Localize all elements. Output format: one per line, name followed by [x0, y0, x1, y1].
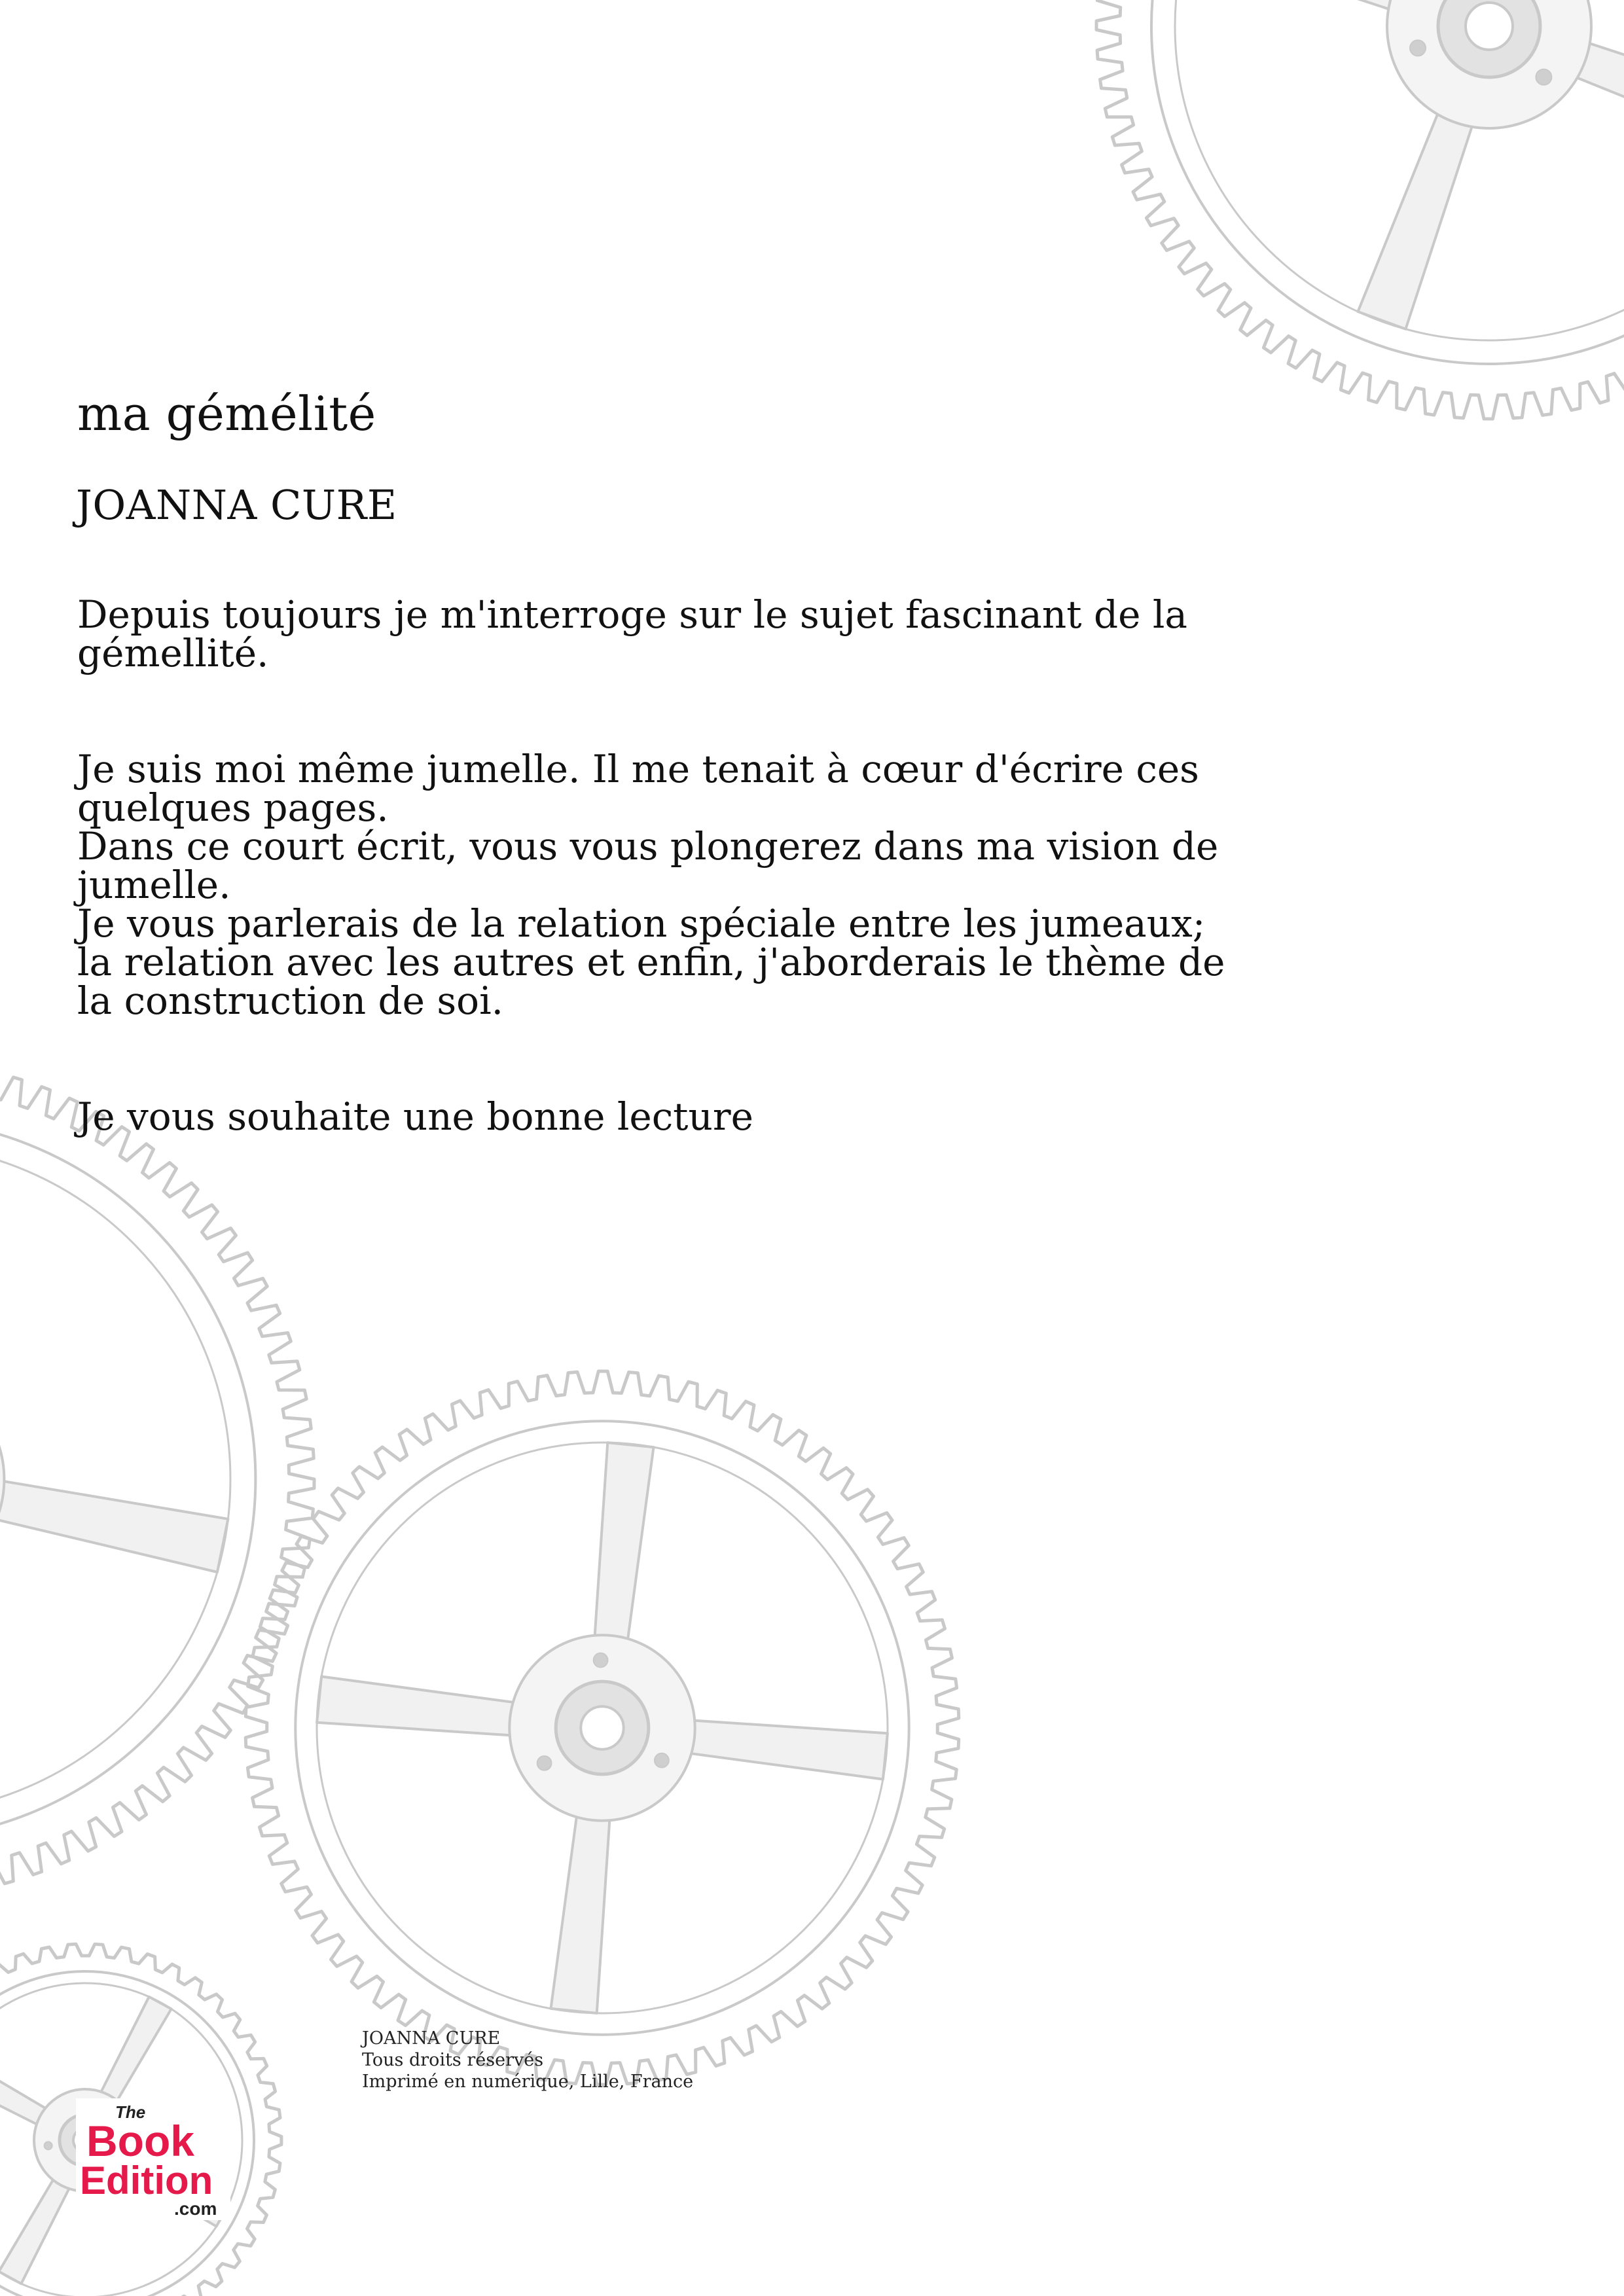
- synopsis-paragraph: Dans ce court écrit, vous vous plongerez dans ma vision de jumelle.: [77, 824, 1219, 907]
- imprint-printed: Imprimé en numérique, Lille, France: [362, 2072, 694, 2092]
- publisher-logo: [76, 2098, 230, 2220]
- imprint-rights: Tous droits réservés: [362, 2050, 544, 2070]
- gear-icon: [245, 1371, 959, 2085]
- gear-icon: [0, 1060, 314, 1898]
- imprint: [362, 2028, 693, 2092]
- synopsis: [77, 592, 1242, 1139]
- logo-text-the: The: [115, 2102, 146, 2122]
- synopsis-paragraph: Je suis moi même jumelle. Il me tenait à cœur d'écrire ces quelques pages.: [77, 747, 1199, 830]
- logo-text-edition: Edition: [80, 2159, 213, 2202]
- synopsis-paragraph: Je vous parlerais de la relation spéciale entre les jumeaux; la relation avec les autres et enfin, j'aborderais le thème de la construction de soi.: [77, 901, 1225, 1023]
- gear-icon: [1096, 0, 1624, 419]
- book-author: JOANNA CURE: [76, 481, 397, 529]
- logo-text-com: .com: [174, 2198, 217, 2219]
- book-title: ma gémélité: [77, 386, 376, 441]
- synopsis-paragraph: Je vous souhaite une bonne lecture: [77, 1094, 753, 1139]
- synopsis-paragraph: Depuis toujours je m'interroge sur le sujet fascinant de la gémellité.: [77, 592, 1187, 675]
- imprint-author: JOANNA CURE: [362, 2028, 501, 2049]
- logo-text-book: Book: [86, 2117, 194, 2165]
